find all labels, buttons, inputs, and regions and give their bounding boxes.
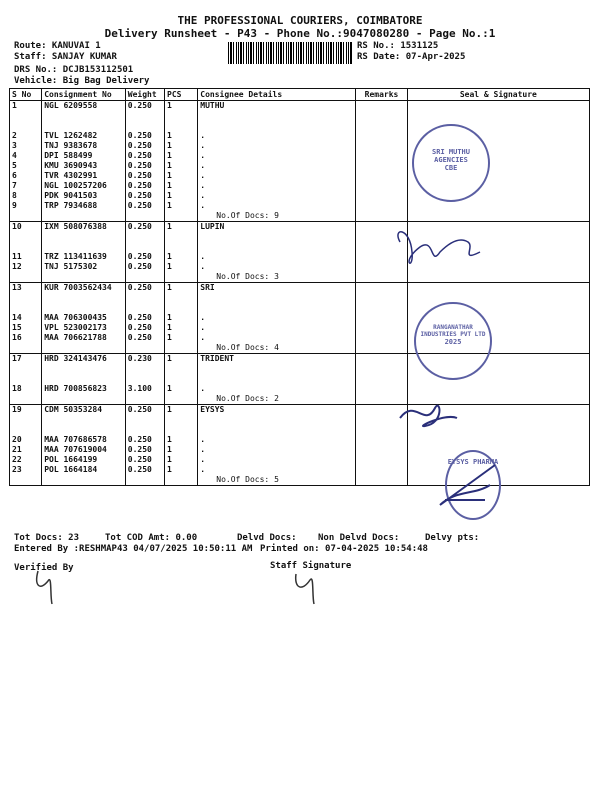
non-delivered-docs: Non Delvd Docs: [318, 533, 400, 543]
staff-signature [290, 566, 330, 606]
cell-sno: 3 [12, 141, 17, 150]
cell-weight: 0.250 [127, 222, 152, 231]
route-label: Route: KANUVAI 1 [14, 41, 101, 51]
verified-signature [30, 566, 70, 606]
cell-pcs: 1 [167, 201, 172, 210]
cell-weight: 0.250 [127, 262, 152, 271]
cell-cno: NGL 100257206 [44, 181, 107, 190]
staff-label: Staff: SANJAY KUMAR [14, 52, 117, 62]
cell-weight: 0.230 [127, 354, 152, 363]
cell-sno: 17 [12, 354, 22, 363]
cell-weight: 0.250 [127, 465, 152, 474]
consignee-name: SRI [200, 283, 215, 292]
cell-sno: 4 [12, 151, 17, 160]
cell-weight: 0.250 [127, 455, 152, 464]
cell-sno: 13 [12, 283, 22, 292]
cell-pcs: 1 [167, 161, 172, 170]
consignee-dot: . [200, 333, 206, 342]
consignee-dot: . [200, 435, 206, 444]
runsheet-subtitle: Delivery Runsheet - P43 - Phone No.:9047080280 - Page No.:1 [104, 27, 496, 40]
consignee-name: TRIDENT [200, 354, 234, 363]
cell-cno: NGL 6209558 [44, 101, 98, 110]
cell-pcs: 1 [167, 313, 172, 322]
total-docs: Tot Docs: 23 [14, 533, 80, 543]
col-remarks: Remarks [356, 89, 407, 101]
cell-weight: 0.250 [127, 141, 152, 150]
cell-cno: PDK 9041503 [44, 191, 98, 200]
cell-sno: 21 [12, 445, 22, 454]
lupin-signature [390, 222, 490, 282]
cell-pcs: 1 [167, 354, 172, 363]
barcode [228, 42, 352, 64]
cell-sno: 7 [12, 181, 17, 190]
cell-pcs: 1 [167, 191, 172, 200]
cell-weight: 0.250 [127, 435, 152, 444]
col-consignment: Consignment No [42, 89, 126, 101]
runsheet-table [9, 88, 590, 486]
consignee-name: LUPIN [200, 222, 225, 231]
col-consignee: Consignee Details [198, 89, 356, 101]
cell-pcs: 1 [167, 262, 172, 271]
printed-on: Printed on: 07-04-2025 10:54:48 [260, 544, 428, 554]
cell-sno: 18 [12, 384, 22, 393]
cell-cno: HRD 700856823 [44, 384, 107, 393]
cell-cno: MAA 707619004 [44, 445, 107, 454]
cell-sno: 2 [12, 131, 17, 140]
cell-remarks [356, 283, 407, 354]
cell-cno: VPL 523002173 [44, 323, 107, 332]
col-pcs: PCS [165, 89, 198, 101]
delivered-docs: Delvd Docs: [237, 533, 297, 543]
cell-weight: 0.250 [127, 171, 152, 180]
cell-weight: 3.100 [127, 384, 152, 393]
consignee-dot: . [200, 455, 206, 464]
consignee-group [10, 101, 590, 222]
consignee-group [10, 354, 590, 405]
cell-cno: TNJ 9383678 [44, 141, 98, 150]
cell-cno: IXM 508076388 [44, 222, 107, 231]
cell-sno: 19 [12, 405, 22, 414]
eysys-signature [435, 460, 505, 515]
cell-sno: 12 [12, 262, 22, 271]
trident-signature [395, 388, 465, 438]
cell-pcs: 1 [167, 171, 172, 180]
cell-weight: 0.250 [127, 151, 152, 160]
delivery-points: Delvy pts: [425, 533, 480, 543]
cell-weight: 0.250 [127, 313, 152, 322]
rs-date: RS Date: 07-Apr-2025 [357, 52, 466, 62]
total-cod: Tot COD Amt: 0.00 [105, 533, 198, 543]
col-weight: Weight [125, 89, 164, 101]
consignee-dot: . [200, 445, 206, 454]
cell-cno: HRD 324143476 [44, 354, 107, 363]
consignee-dot: . [200, 465, 206, 474]
consignee-dot: . [200, 201, 206, 210]
cell-weight: 0.250 [127, 405, 152, 414]
cell-cno: TVL 1262482 [44, 131, 98, 140]
consignee-group [10, 283, 590, 354]
no-of-docs: No.Of Docs: 2 [216, 394, 279, 403]
verified-by-label: Verified By [14, 563, 74, 573]
col-seal: Seal & Signature [407, 89, 589, 101]
cell-cno: MAA 707686578 [44, 435, 107, 444]
no-of-docs: No.Of Docs: 3 [216, 272, 279, 281]
cell-pcs: 1 [167, 384, 172, 393]
consignee-group [10, 222, 590, 283]
cell-sno: 23 [12, 465, 22, 474]
cell-cno: TNJ 5175302 [44, 262, 98, 271]
cell-sno: 14 [12, 313, 22, 322]
cell-weight: 0.250 [127, 131, 152, 140]
cell-pcs: 1 [167, 283, 172, 292]
consignee-dot: . [200, 141, 206, 150]
staff-signature-label: Staff Signature [270, 561, 352, 571]
no-of-docs: No.Of Docs: 5 [216, 475, 279, 484]
cell-pcs: 1 [167, 101, 172, 110]
consignee-dot: . [200, 151, 206, 160]
cell-weight: 0.250 [127, 283, 152, 292]
cell-cno: TRP 7934688 [44, 201, 98, 210]
cell-cno: KUR 7003562434 [44, 283, 112, 292]
cell-weight: 0.250 [127, 323, 152, 332]
cell-cno: CDM 50353284 [44, 405, 103, 414]
drs-number: DRS No.: DCJB153112501 [14, 65, 134, 75]
cell-weight: 0.250 [127, 445, 152, 454]
rs-number: RS No.: 1531125 [357, 41, 439, 51]
consignee-dot: . [200, 131, 206, 140]
cell-pcs: 1 [167, 252, 172, 261]
eysys-stamp: EYSYS PHARMA [445, 450, 501, 520]
cell-pcs: 1 [167, 435, 172, 444]
consignee-dot: . [200, 161, 206, 170]
consignee-name: EYSYS [200, 405, 225, 414]
cell-sno: 20 [12, 435, 22, 444]
cell-cno: KMU 3690943 [44, 161, 98, 170]
cell-weight: 0.250 [127, 101, 152, 110]
cell-weight: 0.250 [127, 252, 152, 261]
sri-stamp: RANGANATHAR INDUSTRIES PVT LTD 2025 [414, 302, 492, 380]
consignee-dot: . [200, 323, 206, 332]
consignee-dot: . [200, 191, 206, 200]
vehicle-label: Vehicle: Big Bag Delivery [14, 76, 150, 86]
cell-sno: 9 [12, 201, 17, 210]
cell-pcs: 1 [167, 445, 172, 454]
cell-weight: 0.250 [127, 161, 152, 170]
cell-sno: 15 [12, 323, 22, 332]
muthu-stamp: SRI MUTHU AGENCIES CBE [412, 124, 490, 202]
entered-by: Entered By :RESHMAP43 04/07/2025 10:50:11 AM [14, 544, 253, 554]
cell-weight: 0.250 [127, 333, 152, 342]
cell-pcs: 1 [167, 455, 172, 464]
cell-sno: 22 [12, 455, 22, 464]
no-of-docs: No.Of Docs: 4 [216, 343, 279, 352]
cell-sno: 6 [12, 171, 17, 180]
cell-pcs: 1 [167, 333, 172, 342]
cell-pcs: 1 [167, 131, 172, 140]
cell-pcs: 1 [167, 323, 172, 332]
cell-sno: 5 [12, 161, 17, 170]
consignee-dot: . [200, 252, 206, 261]
consignee-dot: . [200, 313, 206, 322]
cell-weight: 0.250 [127, 181, 152, 190]
cell-cno: MAA 706621788 [44, 333, 107, 342]
cell-sno: 10 [12, 222, 22, 231]
cell-sno: 8 [12, 191, 17, 200]
cell-cno: TVR 4302991 [44, 171, 98, 180]
cell-remarks [356, 101, 407, 222]
cell-pcs: 1 [167, 141, 172, 150]
cell-sno: 1 [12, 101, 17, 110]
no-of-docs: No.Of Docs: 9 [216, 211, 279, 220]
cell-cno: POL 1664184 [44, 465, 98, 474]
cell-sno: 16 [12, 333, 22, 342]
consignee-dot: . [200, 384, 206, 393]
cell-pcs: 1 [167, 181, 172, 190]
cell-pcs: 1 [167, 465, 172, 474]
consignee-name: MUTHU [200, 101, 225, 110]
cell-sno: 11 [12, 252, 22, 261]
consignee-dot: . [200, 262, 206, 271]
cell-weight: 0.250 [127, 191, 152, 200]
consignee-dot: . [200, 171, 206, 180]
consignee-dot: . [200, 181, 206, 190]
cell-cno: POL 1664199 [44, 455, 98, 464]
cell-pcs: 1 [167, 222, 172, 231]
cell-cno: TRZ 113411639 [44, 252, 107, 261]
cell-cno: MAA 706300435 [44, 313, 107, 322]
cell-weight: 0.250 [127, 201, 152, 210]
cell-pcs: 1 [167, 405, 172, 414]
col-sno: S No [10, 89, 42, 101]
cell-pcs: 1 [167, 151, 172, 160]
company-title: THE PROFESSIONAL COURIERS, COIMBATORE [177, 14, 423, 27]
cell-cno: DPI 588499 [44, 151, 93, 160]
